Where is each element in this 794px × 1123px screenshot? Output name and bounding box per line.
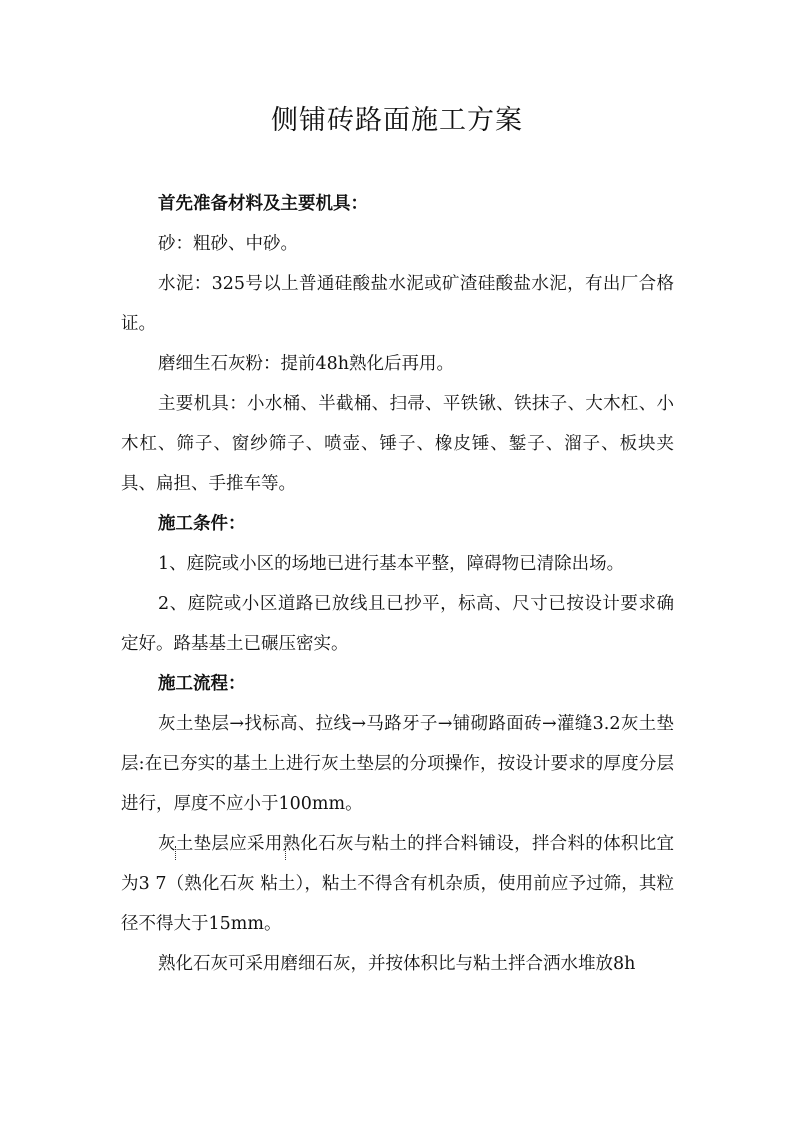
paragraph-sand: 砂：粗砂、中砂。 [158,234,298,254]
section-heading-materials: 首先准备材料及主要机具： [158,194,368,214]
paragraph-slaked-lime: 熟化石灰可采用磨细石灰，并按体积比与粘土拌合洒水堆放8h [158,954,636,974]
section-heading-conditions: 施工条件： [158,514,246,534]
section-heading-process: 施工流程： [158,674,246,694]
paragraph-condition-2: 2、庭院或小区道路已放线且已抄平，标高、尺寸已按设计要求确定好。路基基土已碾压密实。 [121,594,674,654]
document-body [121,184,674,984]
paragraph-cement: 水泥：325号以上普通硅酸盐水泥或矿渣硅酸盐水泥，有出厂合格证。 [121,274,674,334]
document-title: 侧铺砖路面施工方案 [271,105,523,136]
paragraph-process-flow: 灰土垫层→找标高、拉线→马路牙子→铺砌路面砖→灌缝3.2灰土垫层:在已夯实的基土上进行灰土垫层的分项操作，按设计要求的厚度分层进行，厚度不应小于100mm。 [121,714,674,814]
paragraph-tools: 主要机具：小水桶、半截桶、扫帚、平铁锹、铁抹子、大木杠、小木杠、筛子、窗纱筛子、喷壶、锤子、橡皮锤、錾子、溜子、板块夹具、扁担、手推车等。 [121,394,674,494]
paragraph-condition-1: 1、庭院或小区的场地已进行基本平整，障碍物已清除出场。 [158,554,625,574]
edit-mark [175,846,176,860]
paragraph-lime-soil-mix: 灰土垫层应采用熟化石灰与粘土的拌合料铺设，拌合料的体积比宜为3 7（熟化石灰 粘土），粘土不得含有机杂质，使用前应予过筛，其粒径不得大于15mm。 [121,834,674,934]
edit-mark [285,846,286,860]
paragraph-lime-powder: 磨细生石灰粉：提前48h熟化后再用。 [158,354,455,374]
